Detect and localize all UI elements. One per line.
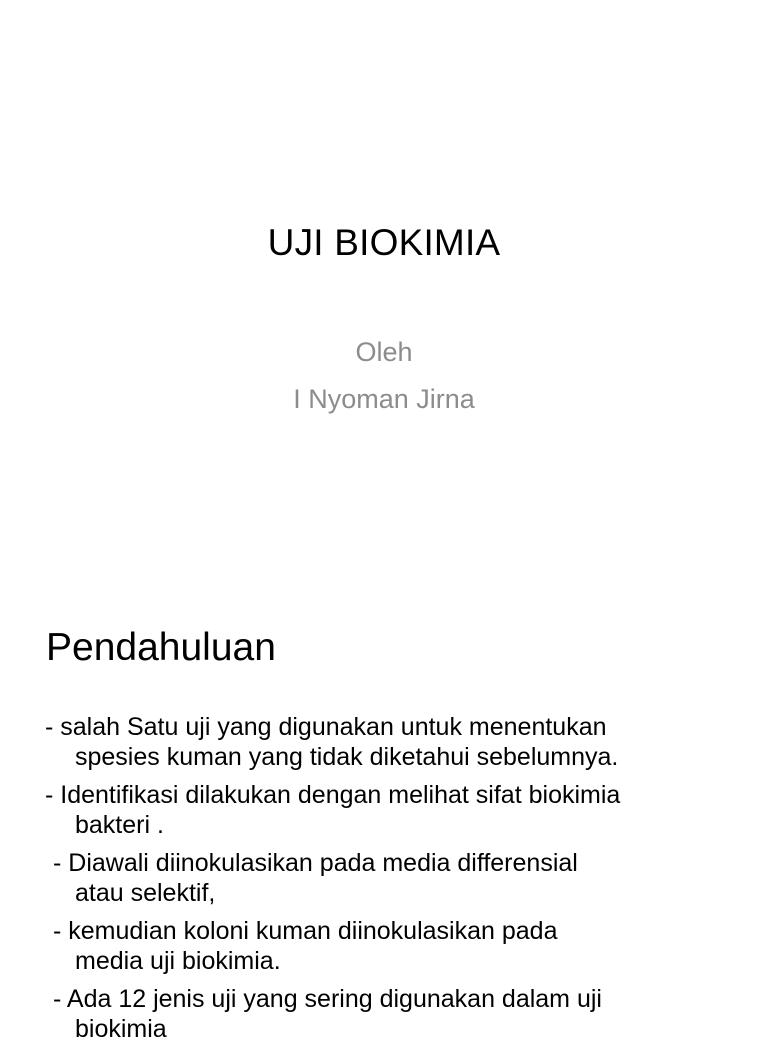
subtitle-author-label: Oleh (355, 337, 413, 367)
bullet-line: - Ada 12 jenis uji yang sering digunakan dalam uji (53, 985, 602, 1013)
bullet-continuation: biokimia (75, 1015, 167, 1043)
bullet-line: - Identifikasi dilakukan dengan melihat sifat biokimia (45, 781, 621, 809)
bullet-item (0, 916, 768, 976)
subtitle-author-name: I Nyoman Jirna (293, 384, 475, 414)
bullet-continuation: bakteri . (75, 811, 164, 839)
bullet-continuation: atau selektif, (75, 879, 216, 907)
bullet-item (0, 984, 768, 1044)
bullet-item (0, 712, 768, 772)
bullet-line: - Diawali diinokulasikan pada media differensial (53, 849, 578, 877)
slide-title: UJI BIOKIMIA (267, 222, 501, 263)
bullet-item (0, 780, 768, 840)
bullet-line: - kemudian koloni kuman diinokulasikan pada (53, 917, 558, 945)
bullet-list (0, 712, 768, 1052)
content-slide (0, 576, 768, 1043)
bullet-continuation: spesies kuman yang tidak diketahui sebelumnya. (75, 743, 619, 771)
bullet-line: - salah Satu uji yang digunakan untuk menentukan (45, 713, 607, 741)
section-heading: Pendahuluan (46, 626, 276, 669)
bullet-continuation: media uji biokimia. (75, 947, 281, 975)
bullet-item (0, 848, 768, 908)
